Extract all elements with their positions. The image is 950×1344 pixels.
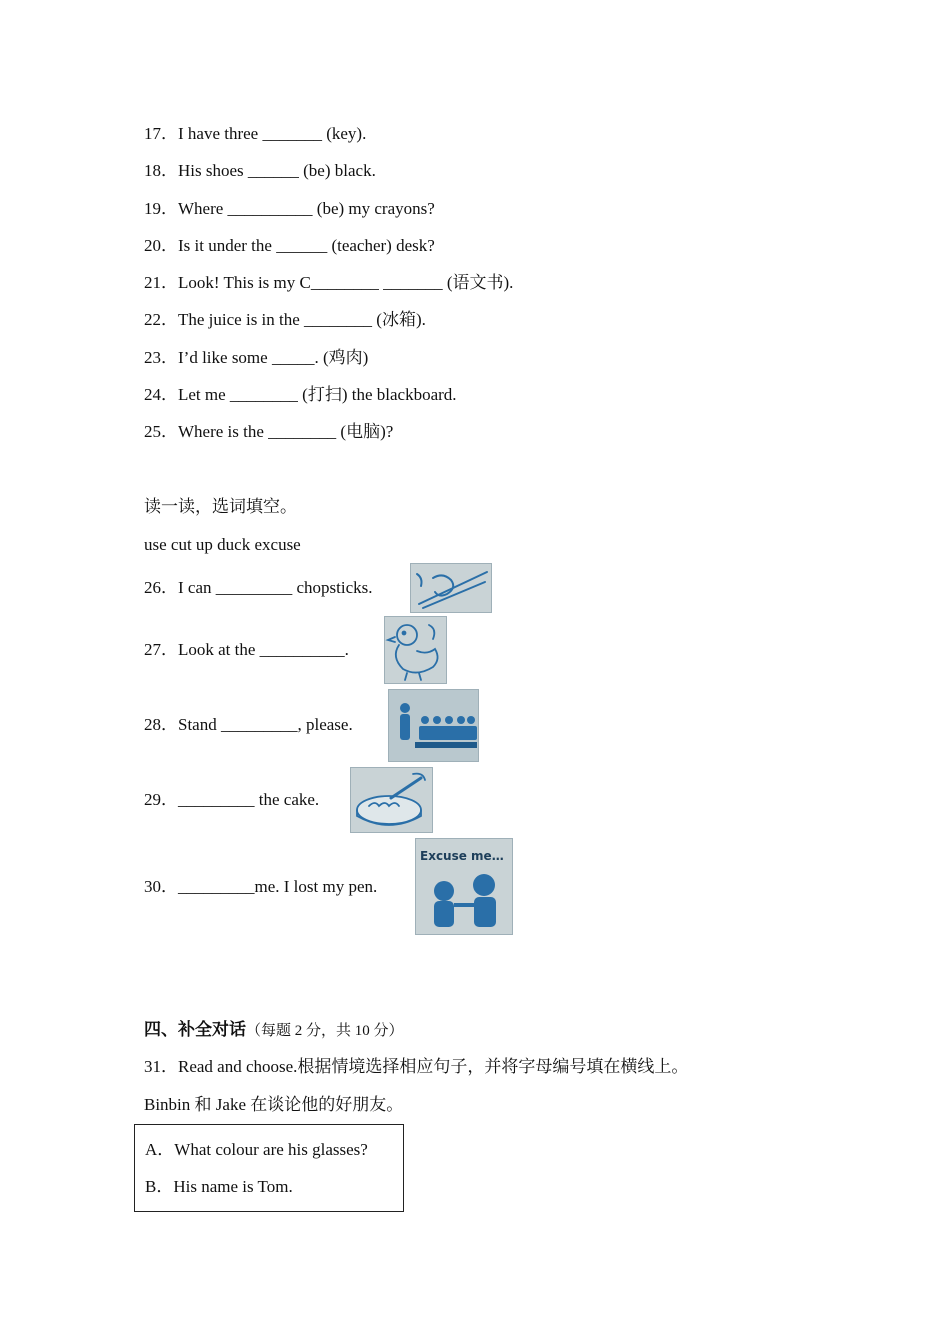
picture-caption: Excuse me… [420, 849, 504, 863]
word-bank: use cut up duck excuse [144, 535, 301, 554]
question-number: 24． [144, 385, 178, 404]
question-number: 22． [144, 310, 178, 329]
question-31: 31．Read and choose.根据情境选择相应句子，并将字母编号填在横线上。 [144, 1057, 689, 1076]
option-label: A． [145, 1140, 175, 1159]
question-18 [144, 160, 376, 182]
question-number: 30． [144, 877, 178, 896]
duck-picture [384, 616, 447, 684]
question-number: 28． [144, 715, 178, 734]
question-text: Look! This is my C________ _______ (语文书). [178, 273, 514, 292]
question-text: I can _________ chopsticks. [178, 578, 373, 597]
question-number: 26． [144, 578, 178, 597]
question-text: _________ the cake. [178, 790, 320, 809]
question-number: 18． [144, 161, 178, 180]
question-17 [144, 123, 366, 145]
classroom-picture [388, 689, 479, 762]
options-box [134, 1124, 404, 1212]
question-number: 20． [144, 236, 178, 255]
question-text: Look at the __________. [178, 640, 349, 659]
question-20 [144, 235, 435, 257]
section-note: （每题 2 分，共 10 分） [246, 1023, 404, 1039]
question-number: 25． [144, 422, 178, 441]
question-number: 21． [144, 273, 178, 292]
question-text: The juice is in the ________ (冰箱). [178, 310, 426, 329]
section-4-heading [144, 1019, 404, 1042]
question-29 [144, 789, 319, 811]
question-number: 23． [144, 348, 178, 367]
question-number: 19． [144, 199, 178, 218]
question-23 [144, 347, 368, 369]
question-22 [144, 309, 426, 331]
option-label: B． [145, 1177, 174, 1196]
question-text: I’d like some _____. (鸡肉) [178, 348, 369, 367]
cake-picture [350, 767, 433, 833]
dialogue-context: Binbin 和 Jake 在谈论他的好朋友。 [144, 1095, 404, 1114]
question-text: Where __________ (be) my crayons? [178, 199, 435, 218]
word-section-instruction: 读一读，选词填空。 [144, 497, 297, 516]
question-24 [144, 384, 457, 406]
question-30 [144, 876, 377, 898]
option-text: His name is Tom. [173, 1177, 293, 1196]
question-19 [144, 198, 435, 220]
question-number: 27． [144, 640, 178, 659]
question-text: Is it under the ______ (teacher) desk? [178, 236, 435, 255]
question-26 [144, 577, 373, 599]
chopsticks-picture [410, 563, 492, 613]
question-25 [144, 421, 393, 443]
question-number: 17． [144, 124, 178, 143]
question-text: His shoes ______ (be) black. [178, 161, 376, 180]
question-number: 29． [144, 790, 178, 809]
section-title: 四、补全对话 [144, 1020, 246, 1040]
option-a [145, 1139, 368, 1161]
question-28 [144, 714, 353, 736]
question-text: I have three _______ (key). [178, 124, 367, 143]
question-text: Let me ________ (打扫) the blackboard. [178, 385, 457, 404]
question-27 [144, 639, 349, 661]
question-text: Stand _________, please. [178, 715, 353, 734]
option-text: What colour are his glasses? [174, 1140, 368, 1159]
question-text: Where is the ________ (电脑)? [178, 422, 394, 441]
option-b [145, 1176, 293, 1198]
question-21 [144, 272, 513, 294]
excuse-me-picture [415, 838, 513, 935]
question-text: _________me. I lost my pen. [178, 877, 378, 896]
